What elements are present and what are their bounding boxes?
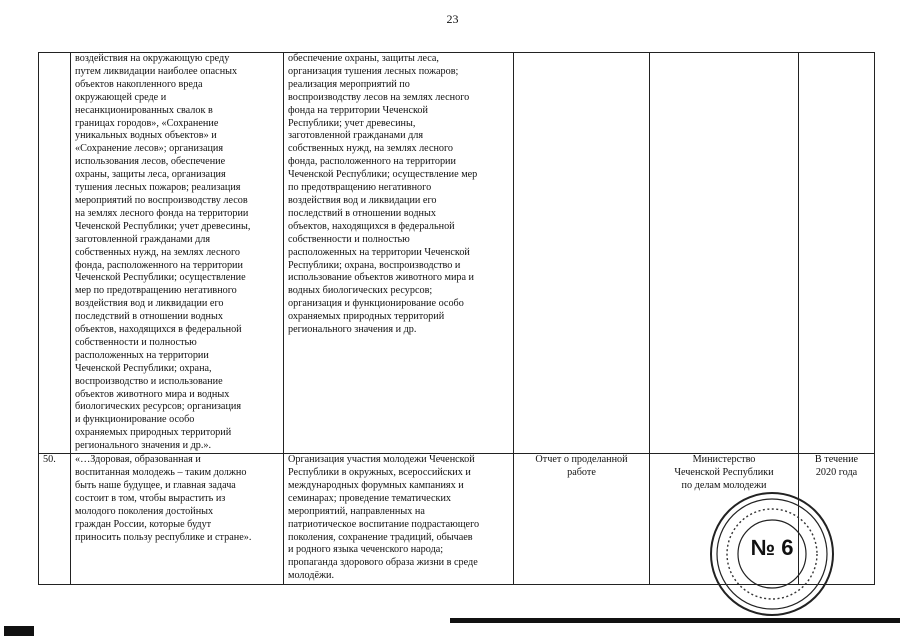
- responsible-cell: Министерство Чеченской Республики по делам молодежи: [650, 454, 799, 585]
- row-number: [39, 53, 71, 454]
- quote-cell: воздействия на окружающую среду путем ликвидации наиболее опасных объектов накопленного вреда окружающей среде и несанкционированных свалок в границах городов», «Сохранение уникальных водных объектов» и «Сохранение лесов»; организация использования лесов, обеспечение охраны, защиты леса, организация тушения лесных пожаров; реализация мероприятий по воспроизводству лесов на землях лесного фонда на территории Чеченской Республики; учет древесины, заготовленной гражданами для собственных нужд, на землях лесного фонда, расположенного на территории Чеченской Республики; осуществление мер по предотвращению негативного воздействия вод и ликвидации его последствий в отношении водных объектов, находящихся в федеральной собственности и полностью расположенных на территории Чеченской Республики; охрана, воспроизводство и использование объектов животного мира и водных биологических ресурсов; организация и функционирование особо охраняемых природных территорий регионального значения и др.».: [71, 53, 284, 454]
- official-seal: [708, 490, 836, 618]
- quote-cell: «…Здоровая, образованная и воспитанная молодежь – таким должно быть наше будущее, и главная задача состоит в том, чтобы вырастить из молодого поколения достойных граждан России, которые будут приносить пользу республике и стране».: [71, 454, 284, 585]
- table-row: [39, 53, 875, 454]
- measures-cell: Организация участия молодежи Чеченской Республики в окружных, всероссийских и международных форумных кампаниях и семинарах; проведение тематических мероприятий, направленных на патриотическое воспитание подрастающего поколения, сохранение традиций, обычаев и родного языка чеченского народа; пропаганда здорового образа жизни в среде молодёжи.: [284, 454, 514, 585]
- scan-mark: [4, 626, 34, 636]
- report-cell: [514, 53, 650, 454]
- measures-cell: обеспечение охраны, защиты леса, организация тушения лесных пожаров; реализация мероприятий по воспроизводству лесов на землях лесного фонда на территории Чеченской Республики; учет древесины, заготовленной гражданами для собственных нужд, на землях лесного фонда, расположенного на территории Чеченской Республики; осуществление мер по предотвращению негативного воздействия вод и ликвидации его последствий в отношении водных объектов, находящихся в федеральной собственности и полностью расположенных на территории Чеченской Республики; охрана, воспроизводство и использование объектов животного мира и водных биологических ресурсов; организация и функционирование особо охраняемых природных территорий регионального значения и др.: [284, 53, 514, 454]
- deadline-cell: [799, 53, 875, 454]
- deadline-cell: В течение 2020 года: [799, 454, 875, 585]
- report-cell: Отчет о проделанной работе: [514, 454, 650, 585]
- page-number: 23: [446, 12, 459, 26]
- row-number: 50.: [39, 454, 71, 585]
- bottom-rule: [450, 618, 900, 623]
- responsible-cell: [650, 53, 799, 454]
- seal-label: № 6: [750, 535, 794, 560]
